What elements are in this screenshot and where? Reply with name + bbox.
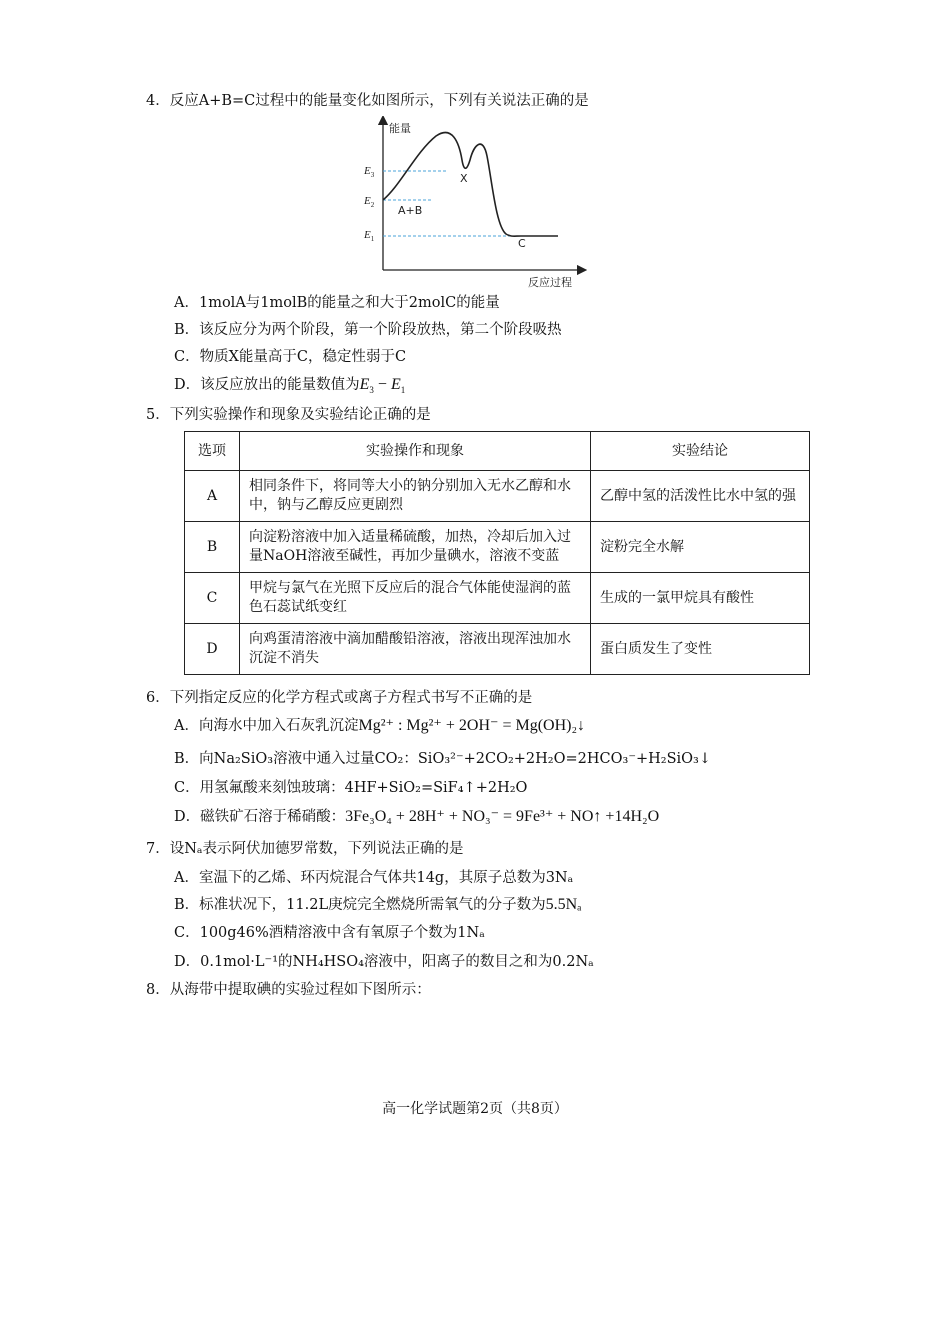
y-axis-label: 能量: [389, 122, 411, 135]
e2-label: $E_2$: [364, 195, 375, 209]
row-option: B: [185, 522, 240, 573]
reactant-label: A+B: [398, 204, 423, 217]
row-conclusion: 乙醇中氢的活泼性比水中氢的强: [591, 471, 810, 522]
row-operation: 向淀粉溶液中加入适量稀硫酸，加热，冷却后加入过量NaOH溶液至碱性，再加少量碘水，溶液不变蓝: [240, 522, 591, 573]
q6-option-c: C．用氢氟酸来刻蚀玻璃：4HF+SiO₂=SiF₄↑+2H₂O: [174, 780, 528, 796]
q5-table: [184, 431, 810, 675]
q8-stem: 8．从海带中提取碘的实验过程如下图所示：: [146, 982, 431, 998]
q6-option-b: B．向Na₂SiO₃溶液中通入过量CO₂：SiO₃²⁻+2CO₂+2H₂O=2HCO₃⁻+H₂SiO₃↓: [174, 751, 711, 767]
q7-option-c: C．100g46%酒精溶液中含有氧原子个数为1Nₐ: [174, 925, 485, 941]
table-row: [185, 522, 810, 573]
q6-option-a: A．向海水中加入石灰乳沉淀Mg²⁺ : Mg²⁺ + 2OH⁻ = Mg(OH)₂↓: [174, 717, 586, 734]
energy-diagram: [356, 116, 588, 294]
energy-curve: [383, 133, 558, 237]
row-operation: 甲烷与氯气在光照下反应后的混合气体能使湿润的蓝色石蕊试纸变红: [240, 573, 591, 624]
table-row: [185, 471, 810, 522]
q6-stem: 6．下列指定反应的化学方程式或离子方程式书写不正确的是: [146, 690, 533, 706]
table-header-row: [185, 432, 810, 471]
q4-option-c: C．物质X能量高于C，稳定性弱于C: [174, 349, 407, 365]
q7-option-d: D．0.1mol·L⁻¹的NH₄HSO₄溶液中，阳离子的数目之和为0.2Nₐ: [174, 954, 594, 970]
e3-label: $E_3$: [364, 165, 375, 179]
row-conclusion: 生成的一氯甲烷具有酸性: [591, 573, 810, 624]
q7-option-a: A．室温下的乙烯、环丙烷混合气体共14g，其原子总数为3Nₐ: [174, 870, 574, 886]
table-row: [185, 624, 810, 675]
header-option: 选项: [185, 432, 240, 471]
e1-label: $E_1$: [364, 229, 375, 243]
row-conclusion: 蛋白质发生了变性: [591, 624, 810, 675]
q4-option-a: A．1molA与1molB的能量之和大于2molC的能量: [174, 295, 500, 311]
table-row: [185, 573, 810, 624]
row-option: C: [185, 573, 240, 624]
row-option: D: [185, 624, 240, 675]
header-operation: 实验操作和现象: [240, 432, 591, 471]
q4-option-b: B．该反应分为两个阶段，第一个阶段放热，第二个阶段吸热: [174, 322, 562, 338]
row-option: A: [185, 471, 240, 522]
row-conclusion: 淀粉完全水解: [591, 522, 810, 573]
product-label: C: [518, 237, 526, 250]
q4-option-d: D．该反应放出的能量数值为$E_3 - E_1$: [174, 376, 406, 396]
q5-stem: 5．下列实验操作和现象及实验结论正确的是: [146, 407, 431, 423]
intermediate-label: X: [460, 172, 468, 185]
q4-stem: 4．反应A+B=C过程中的能量变化如图所示，下列有关说法正确的是: [146, 93, 589, 109]
q7-stem: 7．设Nₐ表示阿伏加德罗常数，下列说法正确的是: [146, 841, 464, 857]
q7-option-b: B．标准状况下，11.2L庚烷完全燃烧所需氧气的分子数为5.5Nₐ: [174, 896, 582, 913]
page-footer: 高一化学试题第2页（共8页）: [382, 1101, 568, 1117]
q6-option-d: D．磁铁矿石溶于稀硝酸：3Fe₃O₄ + 28H⁺ + NO₃⁻ = 9Fe³⁺ + NO↑ +14H₂O: [174, 808, 660, 825]
header-conclusion: 实验结论: [591, 432, 810, 471]
row-operation: 向鸡蛋清溶液中滴加醋酸铅溶液，溶液出现浑浊加水沉淀不消失: [240, 624, 591, 675]
x-axis-label: 反应过程: [528, 276, 572, 289]
row-operation: 相同条件下，将同等大小的钠分别加入无水乙醇和水中，钠与乙醇反应更剧烈: [240, 471, 591, 522]
